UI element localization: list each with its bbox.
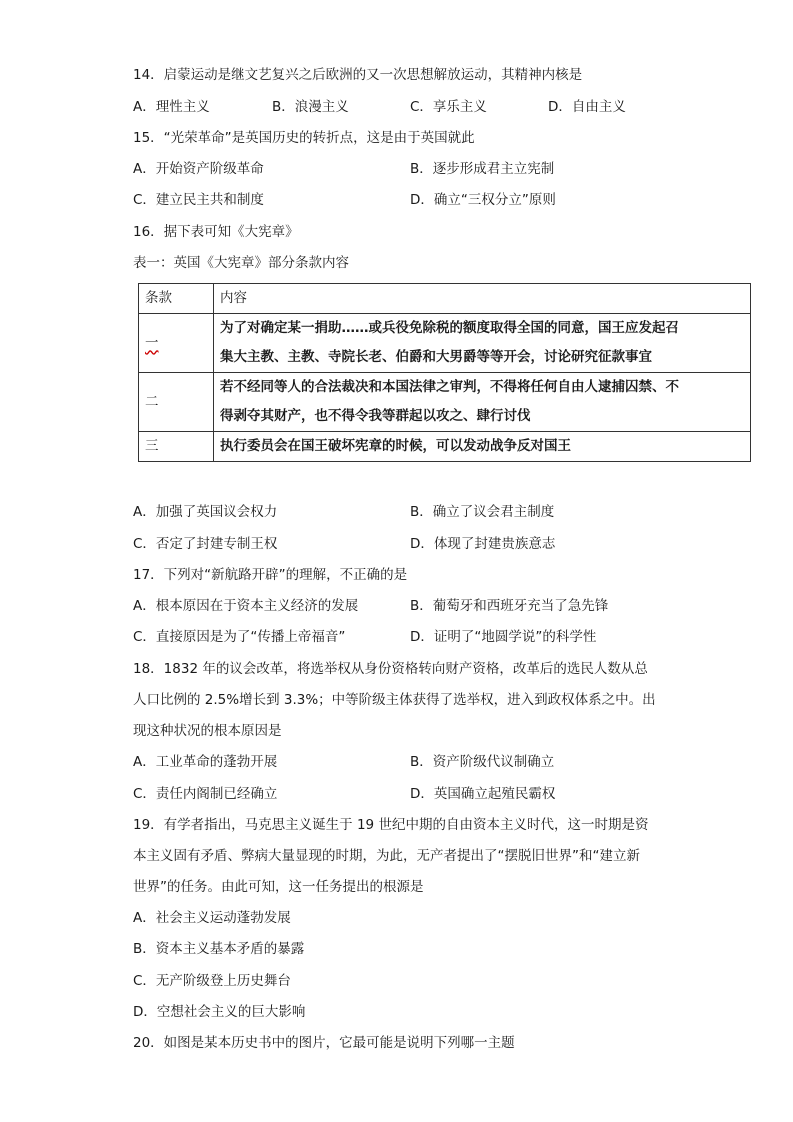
q17-option-c: C．直接原因是为了“传播上帝福音” bbox=[133, 629, 346, 645]
question-20-stem: 20．如图是某本历史书中的图片，它最可能是说明下列哪一主题 bbox=[133, 1035, 515, 1051]
q16-option-a: A．加强了英国议会权力 bbox=[133, 504, 278, 520]
clause-content bbox=[214, 373, 751, 432]
clause-number: 二 bbox=[139, 373, 214, 432]
table-header-row bbox=[139, 284, 751, 314]
q15-option-c: C．建立民主共和制度 bbox=[133, 192, 264, 208]
q15-option-d: D．确立“三权分立”原则 bbox=[410, 192, 556, 208]
q15-option-b: B．逐步形成君主立宪制 bbox=[410, 161, 555, 177]
q14-option-d: D．自由主义 bbox=[548, 99, 626, 115]
table-caption: 表一：英国《大宪章》部分条款内容 bbox=[133, 255, 349, 271]
question-18-stem-line: 人口比例的 2.5%增长到 3.3%；中等阶级主体获得了选举权，进入到政权体系之中。出 bbox=[133, 692, 656, 708]
q18-option-b: B．资产阶级代议制确立 bbox=[410, 754, 555, 770]
q16-option-b: B．确立了议会君主制度 bbox=[410, 504, 555, 520]
q16-option-c: C．否定了封建专制王权 bbox=[133, 536, 278, 552]
clause-number: 三 bbox=[139, 432, 214, 462]
table-header-content: 内容 bbox=[214, 284, 751, 314]
q14-option-a: A．理性主义 bbox=[133, 99, 210, 115]
table-row bbox=[139, 432, 751, 462]
clause-content-line: 集大主教、主教、寺院长老、伯爵和大男爵等等开会，讨论研究征款事宜 bbox=[220, 349, 652, 365]
question-18-stem-line: 18．1832 年的议会改革，将选举权从身份资格转向财产资格，改革后的选民人数从总 bbox=[133, 661, 648, 677]
q17-option-a: A．根本原因在于资本主义经济的发展 bbox=[133, 598, 359, 614]
question-16-stem: 16．据下表可知《大宪章》 bbox=[133, 224, 299, 240]
question-17-stem: 17．下列对“新航路开辟”的理解，不正确的是 bbox=[133, 567, 408, 583]
q19-option-b: B．资本主义基本矛盾的暴露 bbox=[133, 941, 305, 957]
clause-content bbox=[214, 432, 751, 462]
clause-number: 一 bbox=[145, 334, 159, 351]
q18-option-d: D．英国确立起殖民霸权 bbox=[410, 786, 556, 802]
q19-option-c: C．无产阶级登上历史舞台 bbox=[133, 973, 291, 989]
clause-content-line: 若不经同等人的合法裁决和本国法律之审判，不得将任何自由人逮捕囚禁、不 bbox=[220, 379, 679, 395]
q15-option-a: A．开始资产阶级革命 bbox=[133, 161, 264, 177]
q18-option-c: C．责任内阁制已经确立 bbox=[133, 786, 278, 802]
q17-option-b: B．葡萄牙和西班牙充当了急先锋 bbox=[410, 598, 609, 614]
clause-content bbox=[214, 314, 751, 373]
question-18-stem-line: 现这种状况的根本原因是 bbox=[133, 723, 282, 739]
q19-option-a: A．社会主义运动蓬勃发展 bbox=[133, 910, 291, 926]
q19-option-d: D．空想社会主义的巨大影响 bbox=[133, 1004, 306, 1020]
q18-option-a: A．工业革命的蓬勃开展 bbox=[133, 754, 278, 770]
q16-option-d: D．体现了封建贵族意志 bbox=[410, 536, 556, 552]
question-19-stem-line: 世界”的任务。由此可知，这一任务提出的根源是 bbox=[133, 879, 424, 895]
question-15-stem: 15．“光荣革命”是英国历史的转折点，这是由于英国就此 bbox=[133, 130, 475, 146]
table-row bbox=[139, 314, 751, 373]
q14-option-b: B．浪漫主义 bbox=[272, 99, 349, 115]
clause-content-line: 为了对确定某一捐助……或兵役免除税的额度取得全国的同意，国王应发起召 bbox=[220, 320, 679, 336]
q14-option-c: C．享乐主义 bbox=[410, 99, 487, 115]
table-header-clause: 条款 bbox=[139, 284, 214, 314]
magna-carta-table bbox=[138, 283, 751, 462]
q17-option-d: D．证明了“地圆学说”的科学性 bbox=[410, 629, 597, 645]
clause-content-line: 得剥夺其财产，也不得令我等群起以攻之、肆行讨伐 bbox=[220, 408, 531, 424]
question-19-stem-line: 本主义固有矛盾、弊病大量显现的时期，为此，无产者提出了“摆脱旧世界”和“建立新 bbox=[133, 848, 640, 864]
clause-content-line: 执行委员会在国王破坏宪章的时候，可以发动战争反对国王 bbox=[220, 438, 571, 454]
question-19-stem-line: 19．有学者指出，马克思主义诞生于 19 世纪中期的自由资本主义时代，这一时期是资 bbox=[133, 817, 649, 833]
question-14-stem: 14．启蒙运动是继文艺复兴之后欧洲的又一次思想解放运动，其精神内核是 bbox=[133, 67, 583, 83]
table-row bbox=[139, 373, 751, 432]
